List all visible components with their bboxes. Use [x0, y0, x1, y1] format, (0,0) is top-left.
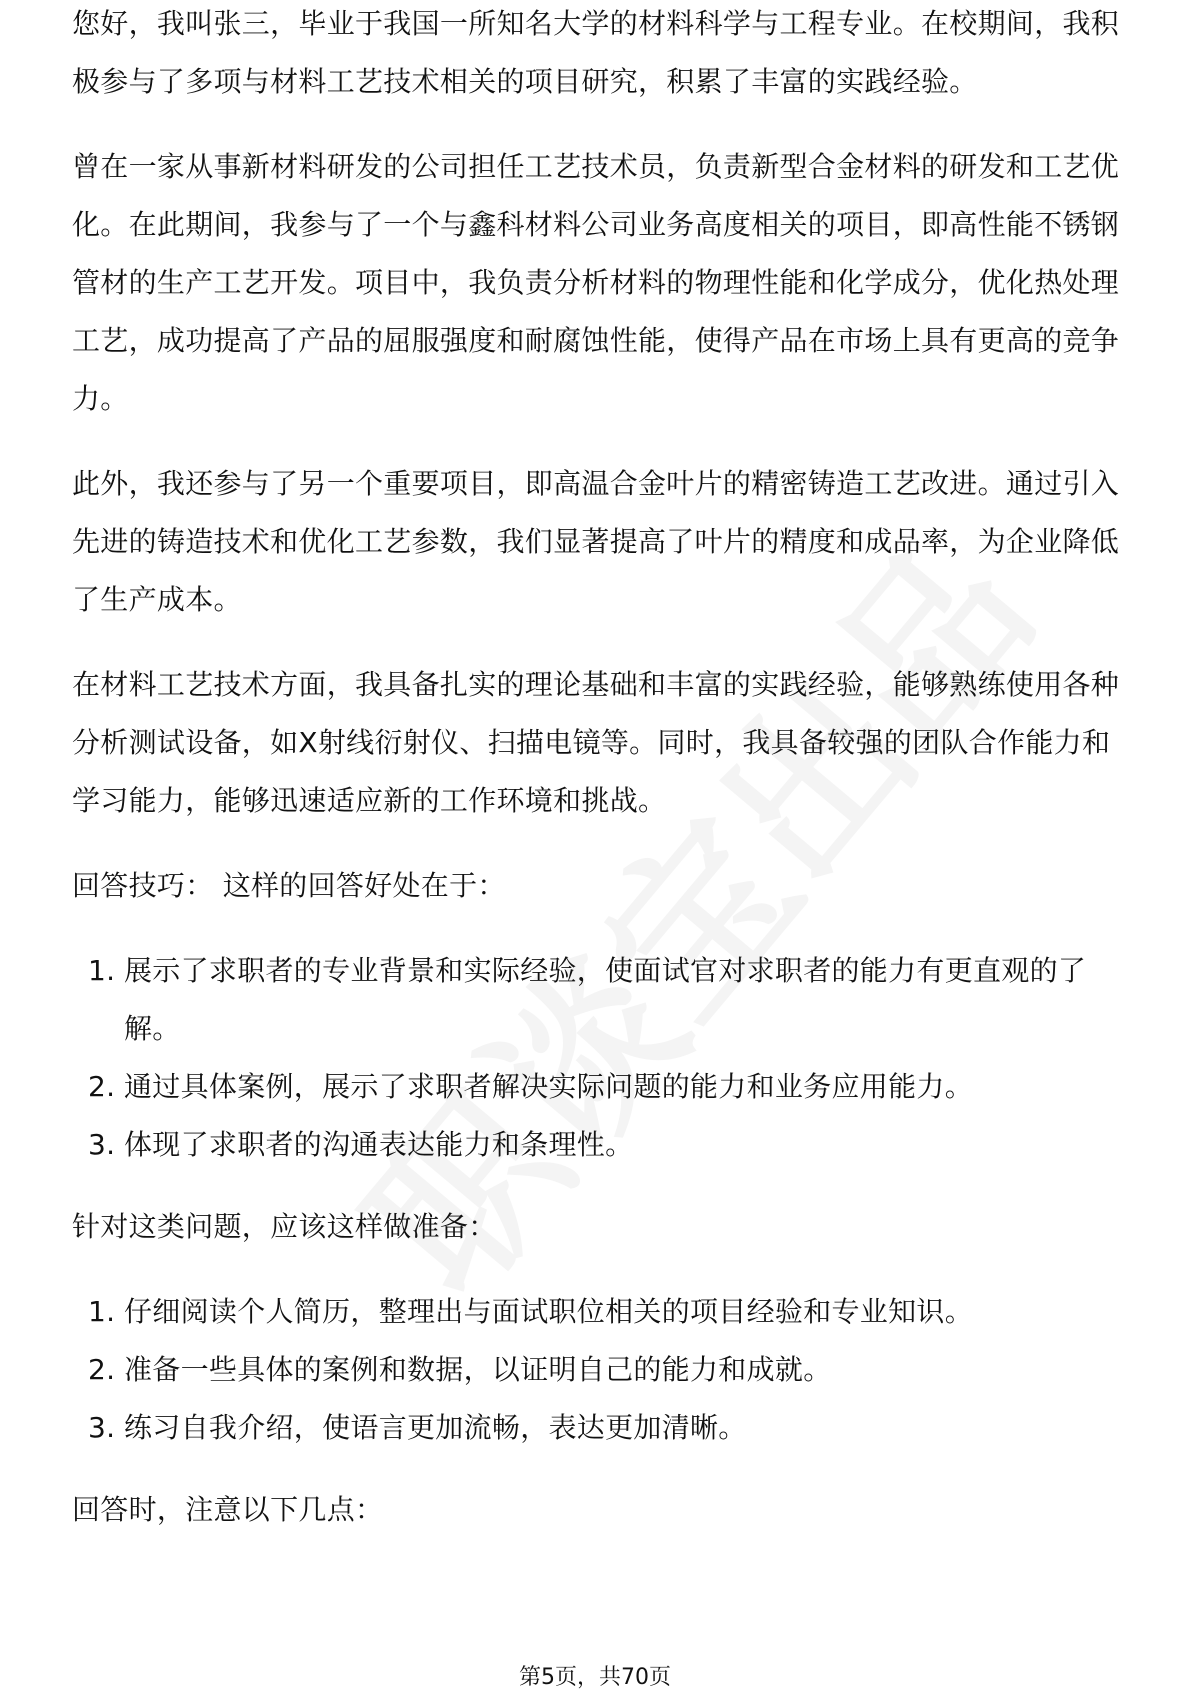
tips-list: [72, 942, 1122, 1174]
list-item: 3. 体现了求职者的沟通表达能力和条理性。: [88, 1128, 634, 1161]
document-body: [72, 7, 1122, 1566]
list-item: 1. 仔细阅读个人简历，整理出与面试职位相关的项目经验和专业知识。: [88, 1295, 974, 1328]
list-item: 2. 准备一些具体的案例和数据，以证明自己的能力和成就。: [88, 1353, 832, 1386]
paragraph-project: 此外，我还参与了另一个重要项目，即高温合金叶片的精密铸造工艺改进。通过引入先进的铸造技术和优化工艺参数，我们显著提高了叶片的精度和成品率，为企业降低了生产成本。: [72, 467, 1120, 616]
list-item: 2. 通过具体案例，展示了求职者解决实际问题的能力和业务应用能力。: [88, 1070, 974, 1103]
prep-heading: 针对这类问题，应该这样做准备：: [72, 1210, 497, 1243]
paragraph-intro: 您好，我叫张三，毕业于我国一所知名大学的材料科学与工程专业。在校期间，我积极参与了多项与材料工艺技术相关的项目研究，积累了丰富的实践经验。: [72, 7, 1120, 98]
prep-list: [72, 1283, 1122, 1457]
notes-heading: 回答时，注意以下几点：: [72, 1493, 384, 1526]
page-number: 第5页，共70页: [519, 1665, 671, 1690]
paragraph-skills: 在材料工艺技术方面，我具备扎实的理论基础和丰富的实践经验，能够熟练使用各种分析测试设备，如X射线衍射仪、扫描电镜等。同时，我具备较强的团队合作能力和学习能力，能够迅速适应新的工作环境和挑战。: [72, 668, 1120, 817]
list-item: 1. 展示了求职者的专业背景和实际经验，使面试官对求职者的能力有更直观的了解。: [88, 954, 1087, 1045]
tips-heading: 回答技巧： 这样的回答好处在于：: [72, 869, 506, 902]
list-item: 3. 练习自我介绍，使语言更加流畅，表达更加清晰。: [88, 1411, 747, 1444]
paragraph-experience: 曾在一家从事新材料研发的公司担任工艺技术员，负责新型合金材料的研发和工艺优化。在此期间，我参与了一个与鑫科材料公司业务高度相关的项目，即高性能不锈钢管材的生产工艺开发。项目中，我负责分析材料的物理性能和化学成分，优化热处理工艺，成功提高了产品的屈服强度和耐腐蚀性能，使得产品在市场上具有更高的竞争力。: [72, 150, 1120, 415]
